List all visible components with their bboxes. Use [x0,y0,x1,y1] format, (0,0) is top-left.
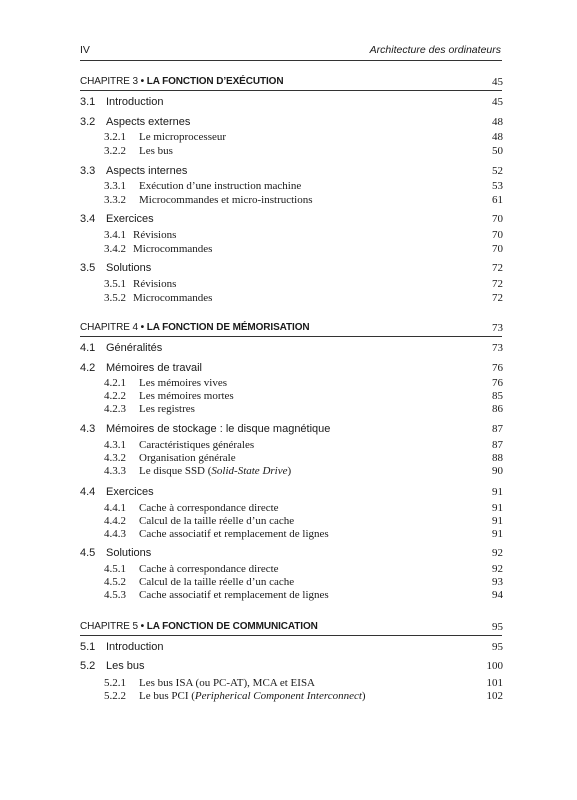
section-number: 4.2 [80,362,96,374]
subsection-title: Cache associatif et remplacement de lignes [139,589,329,601]
page-ref: 91 [492,502,503,514]
section-number: 3.3 [80,165,96,177]
page-ref: 92 [492,547,503,559]
section-title: Aspects internes [106,165,188,177]
page-ref: 95 [492,641,503,653]
subsection-title: Microcommandes [133,243,213,255]
page-ref: 85 [492,390,503,402]
subsection-number: 4.2.3 [104,403,126,415]
page-ref: 45 [492,76,503,88]
subsection-number: 4.2.1 [104,377,126,389]
bullet-separator: • [140,322,144,333]
page-ref: 53 [492,180,503,192]
section-number: 3.2 [80,116,96,128]
subsection-title: Les bus [139,145,173,157]
subsection-number: 4.2.2 [104,390,126,402]
subsection-title: Cache à correspondance directe [139,502,279,514]
subsection-title: Calcul de la taille réelle d’un cache [139,515,295,527]
toc-section-4-5[interactable] [0,547,577,561]
toc-subsection-3-5-2[interactable] [0,292,577,306]
page-ref: 72 [492,278,503,290]
title-text: ) [287,465,292,477]
page-ref: 48 [492,131,503,143]
toc-section-4-1[interactable] [0,342,577,356]
page-ref: 91 [492,528,503,540]
page-ref: 72 [492,262,503,274]
page-ref: 70 [492,213,503,225]
subsection-number: 4.4.1 [104,502,126,514]
page-ref: 76 [492,362,503,374]
toc-subsection-4-5-3[interactable] [0,589,577,603]
page-ref: 73 [492,322,503,334]
book-title: Architecture des ordinateurs [369,44,501,56]
section-number: 4.3 [80,423,96,435]
page-ref: 101 [486,677,503,689]
page-ref: 93 [492,576,503,588]
toc-subsection-5-2-2[interactable] [0,690,577,704]
toc-section-5-1[interactable] [0,641,577,655]
section-number: 4.5 [80,547,96,559]
subsection-title: Microcommandes [133,292,213,304]
section-number: 5.1 [80,641,96,653]
subsection-number: 3.2.1 [104,131,126,143]
page-ref: 76 [492,377,503,389]
section-title: Mémoires de stockage : le disque magnétique [106,423,331,435]
toc-subsection-3-2-2[interactable] [0,145,577,159]
subsection-title: Caractéristiques générales [139,439,255,451]
subsection-title: Cache associatif et remplacement de lignes [139,528,329,540]
subsection-title [139,465,291,477]
section-number: 5.2 [80,660,96,672]
toc-subsection-4-4-1[interactable] [0,502,577,516]
page-ref: 91 [492,515,503,527]
toc-section-3-1[interactable] [0,96,577,110]
toc-subsection-4-5-2[interactable] [0,576,577,590]
toc-subsection-4-4-2[interactable] [0,515,577,529]
section-number: 4.4 [80,486,96,498]
toc-subsection-4-2-1[interactable] [0,377,577,391]
subsection-number: 4.3.3 [104,465,126,477]
section-title: Introduction [106,641,164,653]
chapter-label: CHAPITRE 4 [80,322,138,333]
subsection-number: 3.3.1 [104,180,126,192]
toc-subsection-4-5-1[interactable] [0,563,577,577]
toc-subsection-3-2-1[interactable] [0,131,577,145]
subsection-title: Les registres [139,403,195,415]
toc-section-4-4[interactable] [0,486,577,500]
subsection-number: 4.4.2 [104,515,126,527]
subsection-title: Les mémoires mortes [139,390,234,402]
page-ref: 45 [492,96,503,108]
section-title: Exercices [106,486,154,498]
section-title: Les bus [106,660,145,672]
section-number: 3.5 [80,262,96,274]
chapter-4-heading[interactable] [0,322,577,336]
title-italic-text: Peripherical Component Interconnect [194,690,362,702]
section-number: 4.1 [80,342,96,354]
section-number: 3.4 [80,213,96,225]
toc-subsection-4-4-3[interactable] [0,528,577,542]
subsection-title: Exécution d’une instruction machine [139,180,302,192]
page-ref: 72 [492,292,503,304]
chapter-label: CHAPITRE 5 [80,621,138,632]
subsection-number: 4.5.3 [104,589,126,601]
title-text: Le bus PCI ( [139,690,195,702]
page-ref: 86 [492,403,503,415]
page-ref: 95 [492,621,503,633]
subsection-number: 3.3.2 [104,194,126,206]
toc-subsection-4-3-2[interactable] [0,452,577,466]
title-text: ) [361,690,366,702]
running-header [80,44,501,60]
toc-section-3-3[interactable] [0,165,577,179]
page-ref: 94 [492,589,503,601]
chapter-label: CHAPITRE 3 [80,76,138,87]
page-ref: 91 [492,486,503,498]
chapter-rule [80,90,502,91]
section-title: Mémoires de travail [106,362,202,374]
subsection-number: 4.3.2 [104,452,126,464]
bullet-separator: • [140,76,144,87]
toc-subsection-3-4-1[interactable] [0,229,577,243]
section-title: Solutions [106,547,152,559]
subsection-title: Cache à correspondance directe [139,563,279,575]
subsection-number: 3.2.2 [104,145,126,157]
title-text: Le disque SSD ( [139,465,212,477]
subsection-title: Révisions [133,278,177,290]
toc-subsection-4-2-3[interactable] [0,403,577,417]
chapter-rule [80,635,502,636]
chapter-title: LA FONCTION D’EXÉCUTION [146,76,284,87]
section-title: Solutions [106,262,152,274]
toc-subsection-3-5-1[interactable] [0,278,577,292]
page-ref: 87 [492,423,503,435]
subsection-title [139,690,366,702]
page-ref: 50 [492,145,503,157]
subsection-number: 3.5.1 [104,278,126,290]
toc-section-5-2[interactable] [0,660,577,674]
title-italic-text: Solid-State Drive [211,465,288,477]
subsection-number: 4.3.1 [104,439,126,451]
section-title: Introduction [106,96,164,108]
subsection-number: 4.4.3 [104,528,126,540]
subsection-title: Microcommandes et micro-instructions [139,194,313,206]
subsection-title: Organisation générale [139,452,236,464]
toc-subsection-3-4-2[interactable] [0,243,577,257]
toc-subsection-3-3-1[interactable] [0,180,577,194]
subsection-number: 5.2.1 [104,677,126,689]
subsection-number: 4.5.1 [104,563,126,575]
page-ref: 70 [492,243,503,255]
page-ref: 87 [492,439,503,451]
subsection-number: 3.5.2 [104,292,126,304]
page-ref: 92 [492,563,503,575]
section-title: Exercices [106,213,154,225]
toc-subsection-4-2-2[interactable] [0,390,577,404]
header-rule [80,60,502,61]
toc-section-3-5[interactable] [0,262,577,276]
subsection-title: Le microprocesseur [139,131,227,143]
toc-subsection-4-3-1[interactable] [0,439,577,453]
subsection-number: 3.4.2 [104,243,126,255]
subsection-title: Les bus ISA (ou PC-AT), MCA et EISA [139,677,316,689]
chapter-title: LA FONCTION DE COMMUNICATION [146,621,318,632]
page-ref: 52 [492,165,503,177]
toc-section-4-3[interactable] [0,423,577,437]
page-ref: 61 [492,194,503,206]
toc-section-3-2[interactable] [0,116,577,130]
chapter-3-heading[interactable] [0,76,577,90]
page-ref: 102 [486,690,503,702]
toc-subsection-5-2-1[interactable] [0,677,577,691]
toc-subsection-4-3-3[interactable] [0,465,577,479]
page-ref: 48 [492,116,503,128]
page-number: IV [80,44,90,56]
section-title: Aspects externes [106,116,191,128]
section-title: Généralités [106,342,163,354]
page-ref: 70 [492,229,503,241]
bullet-separator: • [140,621,144,632]
page-ref: 90 [492,465,503,477]
subsection-title: Révisions [133,229,177,241]
page-ref: 100 [486,660,503,672]
subsection-number: 3.4.1 [104,229,126,241]
toc-section-4-2[interactable] [0,362,577,376]
section-number: 3.1 [80,96,96,108]
subsection-number: 4.5.2 [104,576,126,588]
toc-section-3-4[interactable] [0,213,577,227]
page-ref: 73 [492,342,503,354]
page-ref: 88 [492,452,503,464]
subsection-number: 5.2.2 [104,690,126,702]
chapter-title: LA FONCTION DE MÉMORISATION [146,322,310,333]
toc-subsection-3-3-2[interactable] [0,194,577,208]
subsection-title: Calcul de la taille réelle d’un cache [139,576,295,588]
chapter-rule [80,336,502,337]
subsection-title: Les mémoires vives [139,377,227,389]
chapter-5-heading[interactable] [0,621,577,635]
